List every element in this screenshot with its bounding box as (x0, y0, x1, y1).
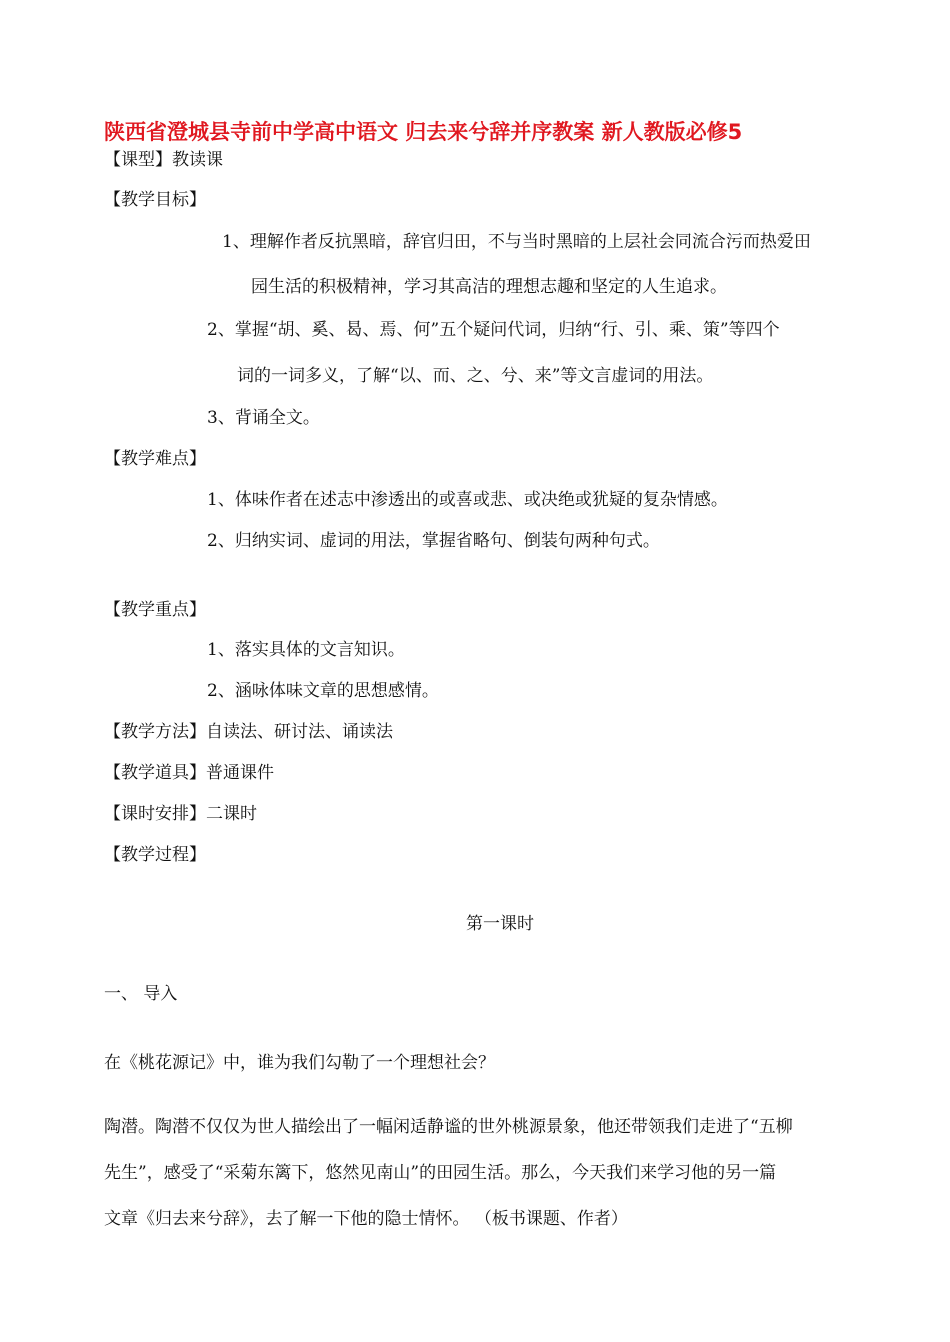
objective-2-line-2: 词的一词多义，了解“以、而、之、兮、来”等文言虚词的用法。 (237, 366, 714, 386)
key-points-heading: 【教学重点】 (104, 600, 206, 620)
section-1-answer-line-3: 文章《归去来兮辞》，去了解一下他的隐士情怀。 （板书课题、作者） (104, 1209, 628, 1229)
key-point-2: 2、涵咏体味文章的思想感情。 (207, 681, 439, 701)
teaching-tools: 【教学道具】普通课件 (104, 763, 274, 783)
teaching-method: 【教学方法】自读法、研讨法、诵读法 (104, 722, 393, 742)
difficulty-2: 2、归纳实词、虚词的用法，掌握省略句、倒装句两种句式。 (207, 531, 660, 551)
session-title: 第一课时 (466, 914, 534, 934)
difficulty-1: 1、体味作者在述志中渗透出的或喜或悲、或决绝或犹疑的复杂情感。 (207, 490, 728, 510)
objective-1-line-2: 园生活的积极精神，学习其高洁的理想志趣和坚定的人生追求。 (251, 277, 727, 297)
class-schedule: 【课时安排】二课时 (104, 804, 257, 824)
section-1-heading: 一、 导入 (104, 984, 178, 1004)
objectives-heading: 【教学目标】 (104, 190, 206, 210)
objective-3: 3、背诵全文。 (207, 408, 320, 428)
section-1-answer-line-2: 先生”，感受了“采菊东篱下，悠然见南山”的田园生活。那么，今天我们来学习他的另一篇 (104, 1163, 777, 1183)
process-heading: 【教学过程】 (104, 845, 206, 865)
objective-1-line-1: 1、理解作者反抗黑暗，辞官归田，不与当时黑暗的上层社会同流合污而热爱田 (222, 232, 811, 252)
section-1-answer-line-1: 陶潜。陶潜不仅仅为世人描绘出了一幅闲适静谧的世外桃源景象，他还带领我们走进了“五柳 (104, 1117, 793, 1137)
course-type: 【课型】教读课 (104, 150, 223, 170)
key-point-1: 1、落实具体的文言知识。 (207, 640, 405, 660)
objective-2-line-1: 2、掌握“胡、奚、曷、焉、何”五个疑问代词，归纳“行、引、乘、策”等四个 (207, 320, 780, 340)
document-title: 陕西省澄城县寺前中学高中语文 归去来兮辞并序教案 新人教版必修5 (104, 120, 743, 144)
section-1-question: 在《桃花源记》中，谁为我们勾勒了一个理想社会？ (104, 1053, 495, 1073)
difficulties-heading: 【教学难点】 (104, 449, 206, 469)
